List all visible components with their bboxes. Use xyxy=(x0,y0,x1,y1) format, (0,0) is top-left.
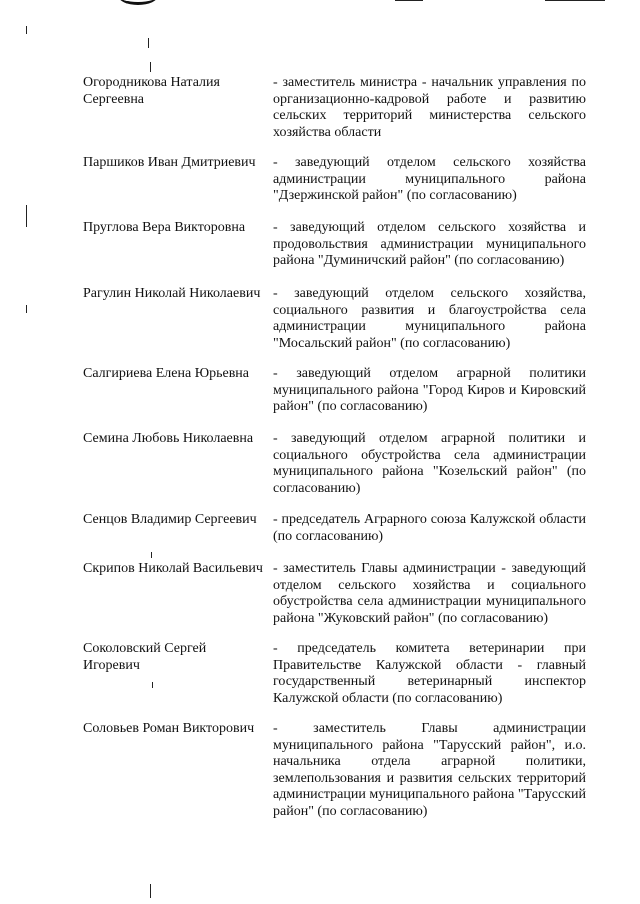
person-name: Соловьев Роман Викторович xyxy=(83,721,255,736)
person-role: - заведующий отделом аграрной политики и социального обустройства села администрации муниципального района "Козельский район" (по согласованию) xyxy=(273,431,586,496)
person-name: Соколовский Сергей Игоревич xyxy=(83,641,207,673)
person-role: - заместитель Главы администрации муниципального района "Тарусский район", и.о. начальника отдела аграрной политики, землепользования и развития сельских территорий администрации муниципального района "Тарусский район" (по согласованию) xyxy=(273,721,586,819)
person-role: - заведующий отделом сельского хозяйства, социального развития и благоустройства села администрации муниципального района "Мосальский район" (по согласованию) xyxy=(273,286,586,351)
scan-mark xyxy=(152,682,153,688)
person-role: - заведующий отделом сельского хозяйства и продовольствия администрации муниципального района "Думиничский район" (по согласованию) xyxy=(273,220,586,268)
person-role: - заведующий отделом сельского хозяйства администрации муниципального района "Дзержинской район" (по согласованию) xyxy=(273,155,586,203)
person-name: Семина Любовь Николаевна xyxy=(83,431,254,446)
scan-mark xyxy=(150,62,151,72)
person-name: Сенцов Владимир Сергеевич xyxy=(83,512,257,527)
person-role: - председатель Аграрного союза Калужской области (по согласованию) xyxy=(273,512,586,544)
scan-mark xyxy=(395,0,423,1)
person-name: Рагулин Николай Николаевич xyxy=(83,286,261,301)
person-name: Пруглова Вера Викторовна xyxy=(83,220,246,235)
person-role: - заместитель министра - начальник управления по организационно-кадровой работе и развитию сельских территорий министерства сельского хозяйства области xyxy=(273,75,586,140)
scan-mark xyxy=(26,305,27,313)
scan-mark xyxy=(26,205,27,227)
scan-mark xyxy=(151,552,152,558)
person-name: Паршиков Иван Дмитриевич xyxy=(83,155,256,170)
scan-mark xyxy=(26,26,27,34)
scan-mark xyxy=(148,38,149,48)
person-name: Огородникова Наталия Сергеевна xyxy=(83,75,220,107)
person-role: - председатель комитета ветеринарии при Правительстве Калужской области - главный государственный ветеринарный инспектор Калужской области (по согласованию) xyxy=(273,641,586,706)
scan-artifact-arc xyxy=(118,0,158,5)
person-role: - заместитель Главы администрации - заведующий отделом сельского хозяйства и социального обустройства села администрации муниципального района "Жуковский район" (по согласованию) xyxy=(273,561,586,626)
person-name: Салгириева Елена Юрьевна xyxy=(83,366,250,381)
person-role: - заведующий отделом аграрной политики муниципального района "Город Киров и Кировский район" (по согласованию) xyxy=(273,366,586,414)
scan-mark xyxy=(545,0,605,1)
person-name: Скрипов Николай Васильевич xyxy=(83,561,263,576)
scan-mark xyxy=(150,884,151,898)
